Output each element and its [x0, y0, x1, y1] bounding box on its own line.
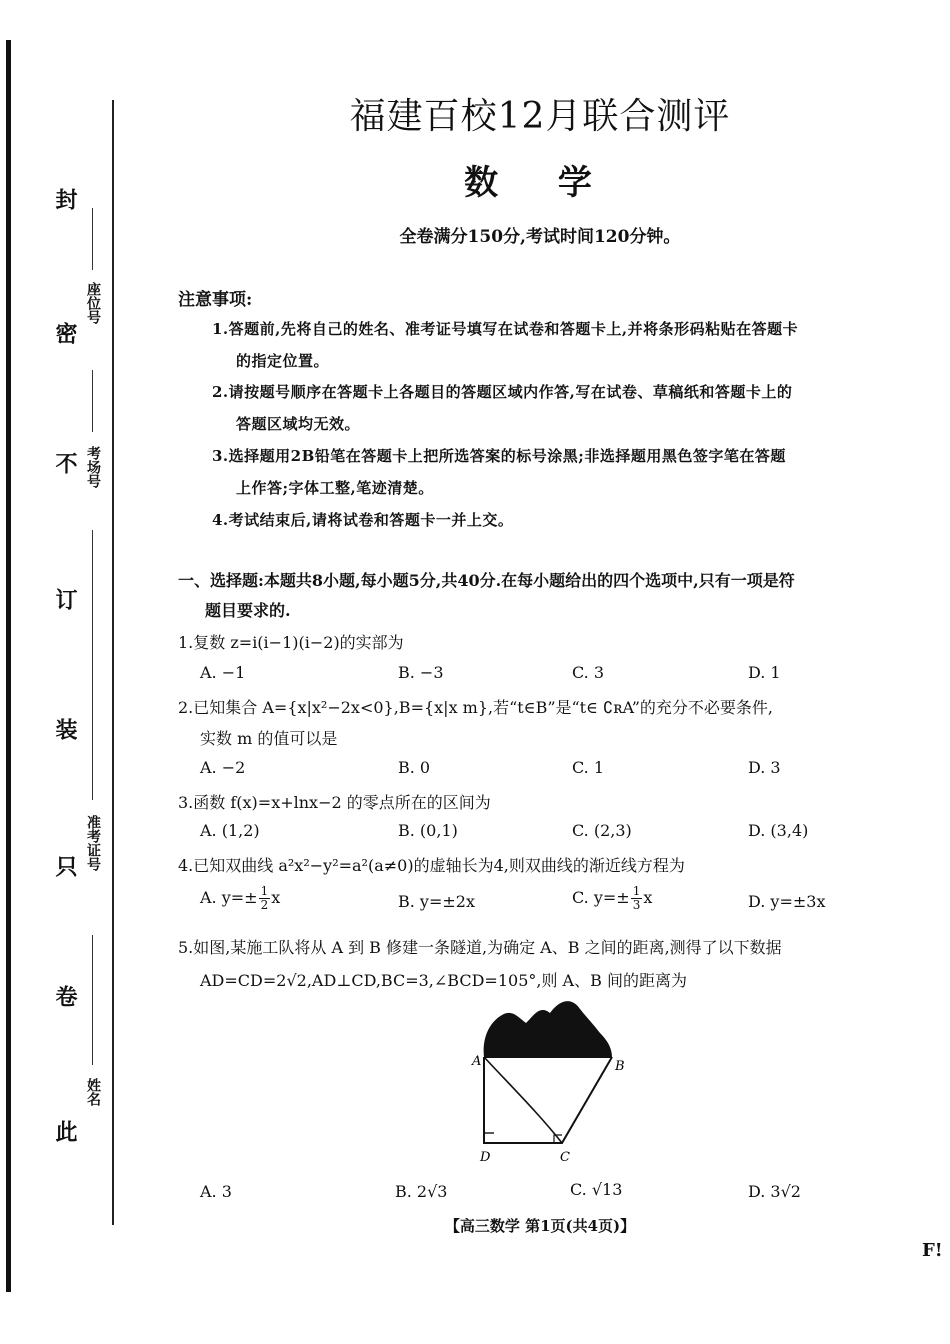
- q2-option-d: D. 3: [748, 758, 781, 777]
- q4-option-c-label: C. y=±: [572, 888, 630, 907]
- q1-option-d: D. 1: [748, 663, 781, 682]
- q2-option-a: A. −2: [200, 758, 246, 777]
- exam-info: 全卷满分150分,考试时间120分钟。: [399, 227, 681, 247]
- section-heading: 一、选择题:本题共8小题,每小题5分,共40分.在每小题给出的四个选项中,只有一项是符: [178, 571, 795, 590]
- question-3-stem: 3.函数 f(x)=x+lnx−2 的零点所在的区间为: [178, 793, 491, 812]
- name-label: 姓名: [85, 1078, 101, 1106]
- page-footer: 【高三数学 第1页(共4页)】: [444, 1217, 636, 1235]
- notice-line: 2.请按题号顺序在答题卡上各题目的答题区域内作答,写在试卷、草稿纸和答题卡上的: [212, 383, 793, 401]
- q3-option-a: A. (1,2): [200, 821, 260, 840]
- seal-char-2: 密: [52, 322, 78, 344]
- question-5-stem: 5.如图,某施工队将从 A 到 B 修建一条隧道,为确定 A、B 之间的距离,测得了以下数据: [178, 938, 782, 957]
- fraction: [631, 885, 643, 912]
- fraction-denominator: 2: [260, 898, 269, 912]
- seal-char-3: 不: [52, 452, 78, 474]
- q5-option-c: C. √13: [570, 1180, 623, 1199]
- q5-option-d: D. 3√2: [748, 1182, 801, 1201]
- fraction-var: x: [643, 888, 653, 907]
- q4-option-d: D. y=±3x: [748, 892, 826, 911]
- q3-option-c: C. (2,3): [572, 821, 632, 840]
- exam-title: 福建百校12月联合测评: [349, 96, 731, 137]
- notice-line: 的指定位置。: [236, 352, 330, 370]
- q4-option-b: B. y=±2x: [398, 892, 475, 911]
- section-heading-cont: 题目要求的.: [205, 601, 291, 620]
- label-c: C: [560, 1150, 570, 1165]
- q1-option-b: B. −3: [398, 663, 444, 682]
- question-5-stem-cont: AD=CD=2√2,AD⊥CD,BC=3,∠BCD=105°,则 A、B 间的距离为: [200, 971, 687, 990]
- binding-line: [112, 100, 114, 1225]
- name-blank[interactable]: [92, 935, 93, 1065]
- notice-line: 上作答;字体工整,笔迹清楚。: [236, 479, 434, 497]
- q4-option-c: [572, 885, 652, 912]
- fraction-denominator: 3: [632, 898, 641, 912]
- admission-number-label: 准考证号: [85, 815, 101, 871]
- seat-number-label: 座位号: [85, 282, 101, 324]
- q5-option-a: A. 3: [200, 1182, 232, 1201]
- question-2-stem: 2.已知集合 A={x|x²−2x<0},B={x|x m},若“t∈B”是“t∈ ∁ʀA”的充分不必要条件,: [178, 698, 773, 717]
- seal-char-6: 只: [52, 855, 78, 877]
- q2-option-c: C. 1: [572, 758, 605, 777]
- q1-option-a: A. −1: [200, 663, 246, 682]
- q3-option-d: D. (3,4): [748, 821, 809, 840]
- admission-number-blank[interactable]: [92, 530, 93, 800]
- seal-char-8: 此: [52, 1120, 78, 1142]
- notice-heading: 注意事项:: [178, 290, 253, 310]
- q4-option-a-label: A. y=±: [200, 888, 258, 907]
- fraction-numerator: 1: [260, 884, 269, 898]
- question-4-stem: 4.已知双曲线 a²x²−y²=a²(a≠0)的虚轴长为4,则双曲线的渐近线方程为: [178, 856, 685, 875]
- question-2-stem-cont: 实数 m 的值可以是: [200, 729, 338, 748]
- notice-line: 答题区域均无效。: [236, 415, 361, 433]
- label-b: B: [615, 1059, 625, 1074]
- fraction-numerator: 1: [632, 884, 641, 898]
- fraction-var: x: [271, 888, 281, 907]
- notice-line: 3.选择题用2B铅笔在答题卡上把所选答案的标号涂黑;非选择题用黑色签字笔在答题: [212, 447, 786, 465]
- corner-mark: F!: [922, 1240, 943, 1261]
- seal-char-5: 装: [52, 718, 78, 740]
- subject-title: 数 学: [464, 163, 616, 203]
- label-a: A: [472, 1054, 482, 1069]
- fraction: [259, 885, 271, 912]
- seal-char-7: 卷: [52, 985, 78, 1007]
- label-d: D: [480, 1150, 491, 1165]
- notice-line: 4.考试结束后,请将试卷和答题卡一并上交。: [212, 511, 514, 529]
- question-1-stem: 1.复数 z=i(i−1)(i−2)的实部为: [178, 633, 404, 652]
- q1-option-c: C. 3: [572, 663, 605, 682]
- q3-option-b: B. (0,1): [398, 821, 458, 840]
- exam-room-blank[interactable]: [92, 370, 93, 432]
- seal-char-1: 封: [52, 188, 78, 210]
- q5-option-b: B. 2√3: [395, 1182, 448, 1201]
- seal-char-4: 订: [52, 588, 78, 610]
- q2-option-b: B. 0: [398, 758, 431, 777]
- notice-line: 1.答题前,先将自己的姓名、准考证号填写在试卷和答题卡上,并将条形码粘贴在答题卡: [212, 320, 799, 338]
- exam-room-label: 考场号: [85, 446, 101, 488]
- mountain-shape: [484, 1001, 612, 1057]
- tunnel-figure: [470, 995, 630, 1170]
- q4-option-a: [200, 885, 280, 912]
